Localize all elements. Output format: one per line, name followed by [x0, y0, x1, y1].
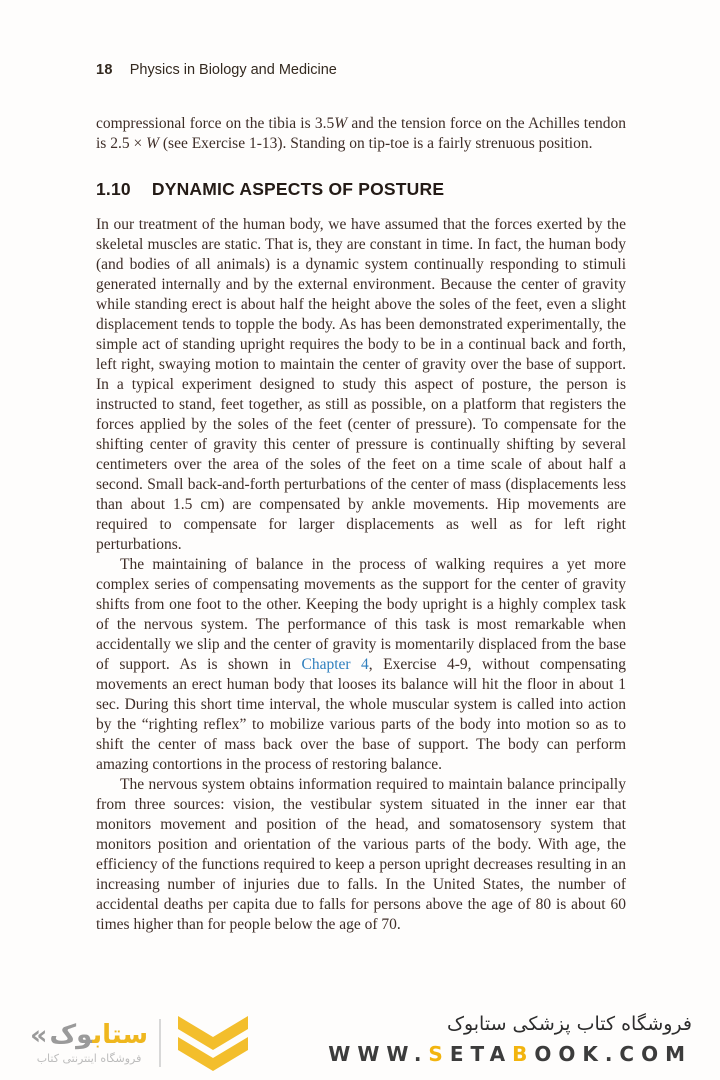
setabook-emblem-icon [172, 1014, 254, 1072]
watermark-text-block [328, 1013, 692, 1066]
url-part: WWW. [328, 1042, 429, 1066]
wordmark-yellow-part: ستاب [92, 1020, 149, 1051]
chapter-4-link[interactable]: Chapter 4 [301, 656, 369, 673]
url-accent-s: S [428, 1042, 450, 1066]
section-heading [96, 179, 626, 200]
page-number: 18 [96, 62, 113, 78]
section-title: DYNAMIC ASPECTS OF POSTURE [151, 179, 445, 199]
running-title: Physics in Biology and Medicine [129, 62, 337, 78]
setabook-logo [30, 1008, 254, 1078]
wordmark-gray-part: وک [49, 1020, 93, 1051]
url-part: ETA [449, 1042, 513, 1066]
body-paragraph: In our treatment of the human body, we have assumed that the forces exerted by the skeletal muscles are static. That is, they are constant in time. In fact, the human body (and bodies of all animals) is a dynamic system continually responding to stimuli generated internally and by the external environment. Because the center of gravity while standing erect is about half the height above the soles of the feet, even a slight displacement tends to topple the body. As has been demonstrated experimentally, the simple act of standing upright requires the body to be in a continual back and forth, left right, swaying motion to maintain the center of gravity over the base of support. In a typical experiment designed to study this aspect of posture, the person is instructed to stand, feet together, as still as possible, on a platform that registers the forces applied by the soles of the feet (center of pressure). To compensate for the shifting center of gravity this center of pressure is continually shifting by several centimeters over the area of the soles of the feet on a time scale of about half a second. Small back-and-forth perturbations of the center of mass (displacements less than about 1.5 cm) are compensated by ankle movements. Hip movements are required to compensate for larger displacements as well as for left right perturbations. [96, 216, 626, 553]
body-paragraph: The maintaining of balance in the process of walking requires a yet more complex series of compensating movements as the support for the center of gravity shifts from one foot to the other. Keeping the body upright is a highly complex task of the nervous system. The performance of this task is most remarkable when accidentally we slip and the center of gravity is momentarily displaced from the base of support. As is shown in Chapter 4, Exercise 4-9, without compensating movements an erect human body that looses its balance will hit the floor in about 1 sec. During this short time interval, the whole muscular system is called into action by the “righting reflex” to mobilize various parts of the body into motion so as to shift the center of mass back over the base of support. The body can perform amazing contortions in the process of restoring balance. [96, 556, 626, 773]
setabook-url [328, 1042, 692, 1066]
section-paragraphs [96, 215, 626, 935]
logo-tagline: فروشگاه اینترنتی کتاب [36, 1051, 142, 1065]
url-part: OOK.COM [534, 1042, 692, 1066]
setabook-wordmark [49, 1021, 148, 1050]
guillemet-icon: « [30, 1020, 48, 1051]
url-accent-b: B [512, 1042, 535, 1066]
page-content [96, 114, 626, 935]
body-paragraph: The nervous system obtains information required to maintain balance principally from three sources: vision, the vestibular system situated in the inner ear that monitors movement and position of the head, and somatosensory system that monitors position and orientation of the various parts of the body. With age, the efficiency of the functions required to keep a person upright decreases resulting in an increasing number of injuries due to falls. In the United States, the number of accidental deaths per capita due to falls for persons above the age of 80 is about 60 times higher than for people below the age of 70. [96, 776, 626, 933]
logo-divider [159, 1019, 161, 1067]
setabook-wordmark-block [30, 1021, 148, 1065]
store-name-farsi: فروشگاه کتاب پزشکی ستابوک [446, 1013, 692, 1035]
intro-paragraphs [96, 114, 626, 154]
body-paragraph: compressional force on the tibia is 3.5W and the tension force on the Achilles tendon is 2.5 × W (see Exercise 1-13). Standing on tip-toe is a fairly strenuous position. [96, 115, 626, 152]
setabook-wordmark-row [30, 1021, 148, 1050]
running-header [96, 62, 626, 78]
section-number: 1.10 [96, 179, 131, 199]
